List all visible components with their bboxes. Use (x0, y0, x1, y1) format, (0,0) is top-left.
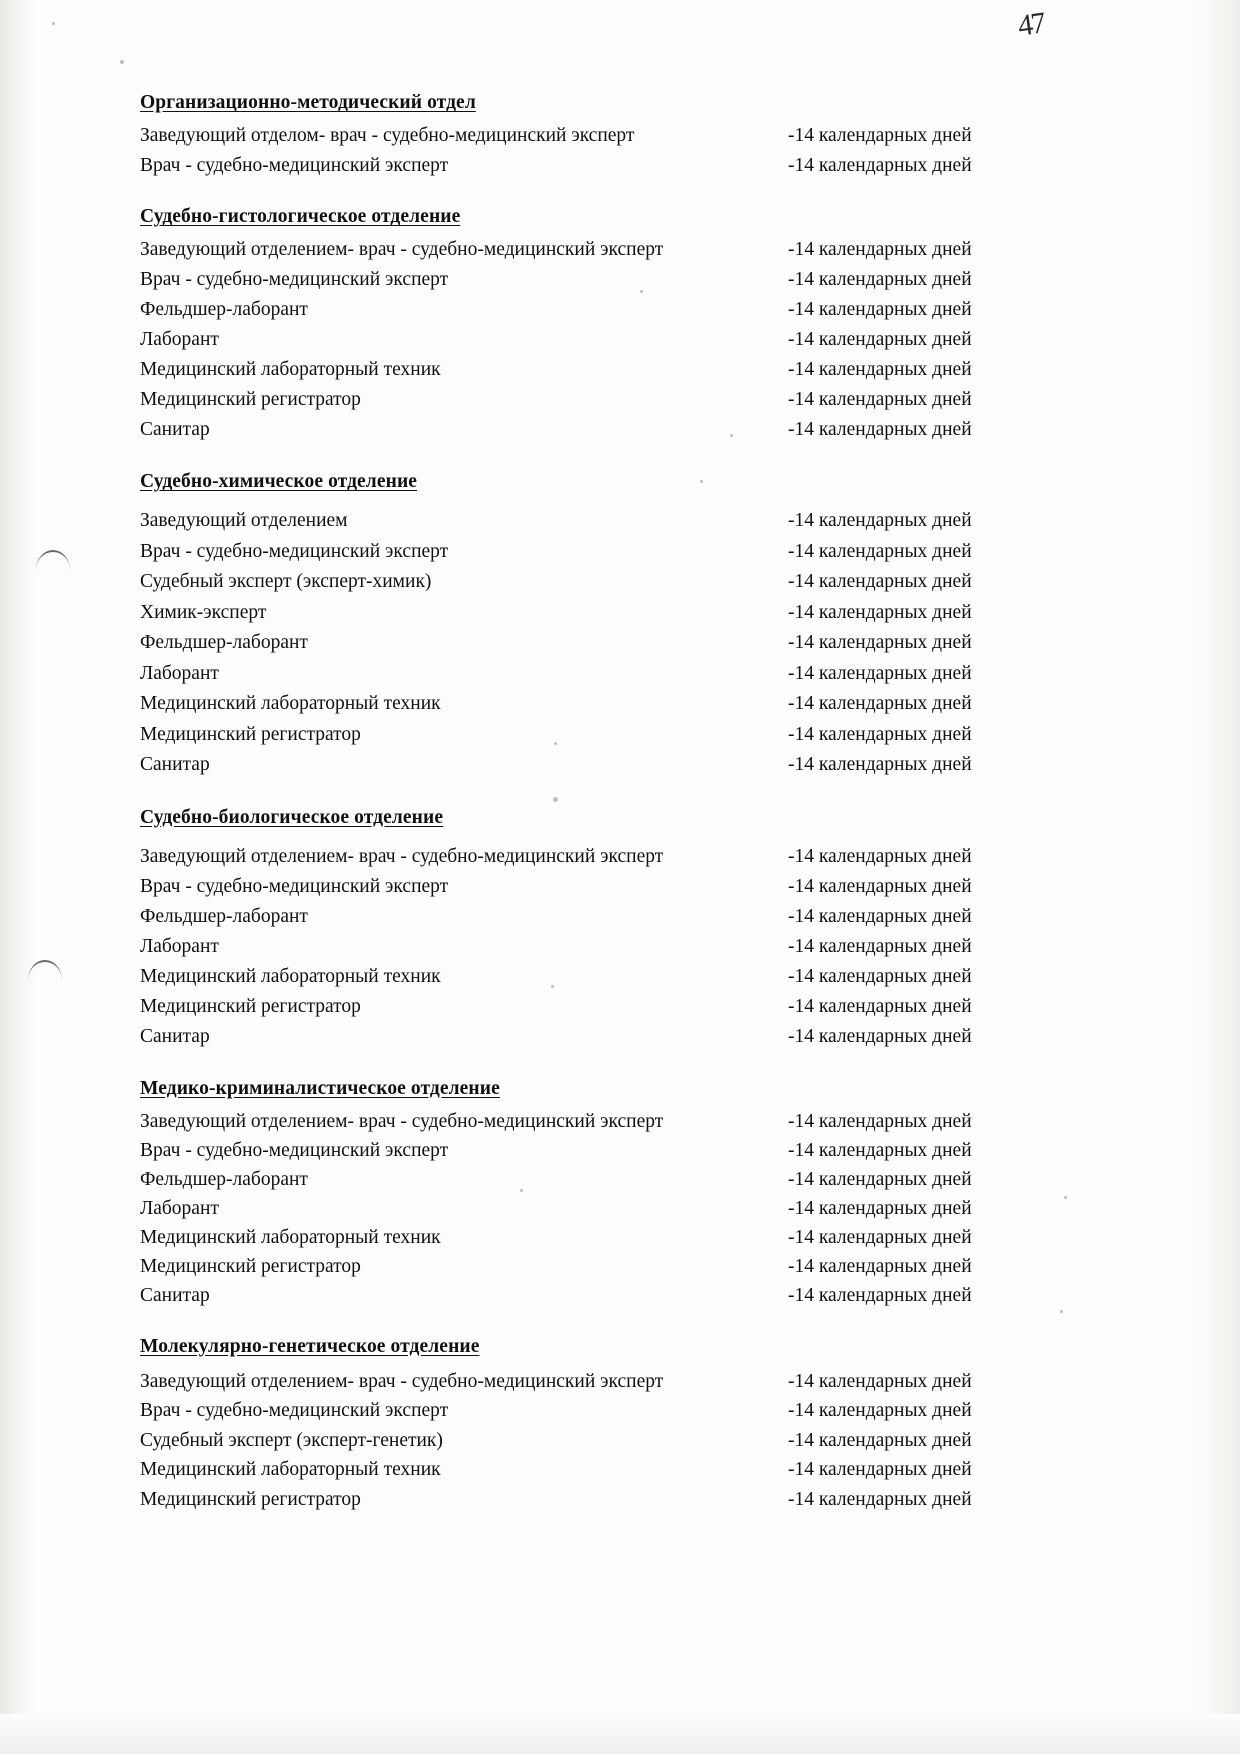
table-row (140, 992, 1020, 1022)
position-label: Медицинский регистратор (140, 1488, 361, 1510)
table-row (140, 1367, 1020, 1397)
vacation-term: -14 календарных дней (788, 965, 972, 987)
position-label: Санитар (140, 1025, 210, 1047)
position-label: Медицинский регистратор (140, 389, 361, 410)
vacation-term: -14 календарных дней (788, 1429, 972, 1451)
table-row (140, 325, 1020, 355)
vacation-term: -14 календарных дней (788, 1459, 972, 1480)
section-medical-criminalistics (140, 1078, 1020, 1310)
table-row (140, 932, 1020, 962)
vacation-term: -14 календарныx дней (788, 995, 972, 1017)
vacation-term: -14 календарных дней (788, 1025, 972, 1047)
table-row (140, 689, 1020, 720)
table-row (140, 842, 1020, 872)
table-row (140, 355, 1020, 385)
vacation-term: -14 календарных дней (788, 389, 972, 410)
vacation-term: -14 календарных дней (788, 754, 972, 775)
position-label: Фельдшер-лаборант (140, 1168, 308, 1190)
position-label: Врач - судебно-медицинский эксперт (140, 1139, 449, 1161)
table-row (140, 1281, 1020, 1310)
position-label: Санитар (140, 1284, 210, 1306)
position-label: Заведующий отделением- врач - судебно-медицинский эксперт (140, 845, 664, 867)
scan-edge-left (0, 0, 38, 1754)
table-row (140, 750, 1020, 781)
section-forensic-biology (140, 807, 1020, 1052)
vacation-term: -14 календарных дней (788, 419, 972, 440)
vacation-term: -14 календарных дней (788, 1226, 972, 1248)
section-title: Организационно-методический отдел (140, 92, 476, 113)
section-title: Судебно-биологическое отделение (140, 806, 444, 828)
vacation-term: -14 календарных дней (788, 693, 972, 714)
vacation-term: -14 календарных дней (788, 1168, 972, 1190)
position-label: Заведующий отделением- врач - судебно-медицинский эксперт (140, 1110, 664, 1132)
section-title: Судебно-гистологическое отделение (140, 206, 461, 227)
table-row (140, 1022, 1020, 1052)
position-label: Медицинский регистратор (140, 1255, 361, 1277)
vacation-term: -14 календарных дней (788, 359, 972, 380)
position-label: Фельдшер-лаборант (140, 905, 308, 927)
table-row (140, 1252, 1020, 1281)
vacation-term: -14 календарных дней (788, 154, 972, 176)
vacation-term: -14 календарных дней (788, 1255, 972, 1277)
scan-speck (1064, 1196, 1067, 1199)
vacation-term: -14 календарных дней (788, 540, 972, 562)
vacation-term: -14 календарных дней (788, 1284, 972, 1306)
vacation-term: -14 календарных дней (788, 571, 972, 592)
vacation-term: -14 календарных дней (788, 329, 972, 350)
vacation-term: -14 календарных дней (788, 510, 972, 531)
position-label: Фельдшер-лаборант (140, 299, 308, 320)
position-label: Заведующий отделением (140, 510, 348, 531)
position-label: Лаборант (140, 935, 219, 957)
vacation-term: -14 календарных дней (788, 935, 972, 957)
table-row (140, 506, 1020, 537)
position-label: Заведующий отделом- врач - судебно-медицинский эксперт (140, 125, 635, 146)
vacation-term: -14 календарных дней (788, 905, 972, 927)
vacation-term: -14 календарных дней (788, 269, 972, 290)
table-row (140, 537, 1020, 568)
table-row (140, 1396, 1020, 1426)
vacation-term: -14 календарных дней (788, 125, 972, 146)
vacation-term: -14 календарных дней (788, 632, 972, 653)
vacation-term: -14 календарных дней (788, 1488, 972, 1510)
position-label: Врач - судебно-медицинский эксперт (140, 875, 449, 897)
vacation-term: -14 календарных дней (788, 239, 972, 260)
table-row (140, 1455, 1020, 1485)
table-row (140, 659, 1020, 690)
position-label: Химик-эксперт (140, 601, 267, 623)
vacation-term: -14 календарных дней (788, 1197, 972, 1219)
table-row (140, 385, 1020, 415)
vacation-term: -14 календарных дней (788, 845, 972, 867)
position-label: Судебный эксперт (эксперт-генетик) (140, 1429, 443, 1451)
section-title: Молекулярно-генетическое отделение (140, 1335, 480, 1357)
table-row (140, 235, 1020, 265)
position-label: Лаборант (140, 329, 219, 350)
page-number: 47 (1015, 6, 1047, 43)
vacation-term: -14 календарных дней (788, 299, 972, 320)
position-label: Медицинский лабораторный техник (140, 1459, 441, 1480)
table-row (140, 1165, 1020, 1194)
position-label: Врач - судебно-медицинский эксперт (140, 540, 449, 562)
position-label: Врач - судебно-медицинский эксперт (140, 154, 449, 176)
section-forensic-histology (140, 206, 1020, 445)
margin-pencil-mark (28, 960, 62, 984)
table-row (140, 1194, 1020, 1223)
table-row (140, 295, 1020, 325)
position-label: Судебный эксперт (эксперт-химик) (140, 571, 432, 592)
table-row (140, 598, 1020, 629)
vacation-term: -14 календарных дней (788, 1400, 972, 1421)
table-row (140, 872, 1020, 902)
table-row (140, 1485, 1020, 1515)
margin-pencil-mark (36, 550, 70, 574)
section-organizational-methodical (140, 92, 1020, 180)
vacation-term: -14 календарных дней (788, 875, 972, 897)
position-label: Медицинский лабораторный техник (140, 359, 441, 380)
scan-edge-right (1194, 0, 1240, 1754)
position-label: Медицинский регистратор (140, 995, 361, 1017)
scan-edge-bottom (0, 1714, 1240, 1754)
section-title: Медико-криминалистическое отделение (140, 1077, 500, 1099)
table-row (140, 720, 1020, 751)
position-label: Санитар (140, 754, 210, 775)
position-label: Медицинский регистратор (140, 723, 361, 745)
position-label: Фельдшер-лаборант (140, 632, 308, 653)
scan-speck (52, 22, 55, 25)
table-row (140, 902, 1020, 932)
position-label: Медицинский лабораторный техник (140, 965, 441, 987)
section-forensic-chemistry (140, 471, 1020, 781)
position-label: Санитар (140, 419, 210, 440)
table-row (140, 1223, 1020, 1252)
table-row (140, 1136, 1020, 1165)
position-label: Лаборант (140, 662, 219, 684)
position-label: Заведующий отделением- врач - судебно-медицинский эксперт (140, 239, 664, 260)
table-row (140, 628, 1020, 659)
vacation-term: -14 календарных дней (788, 1139, 972, 1161)
position-label: Заведующий отделением- врач - судебно-медицинский эксперт (140, 1370, 664, 1392)
vacation-term: -14 календарных дней (788, 1370, 972, 1392)
scan-speck (120, 60, 124, 64)
section-molecular-genetics (140, 1336, 1020, 1515)
table-row (140, 962, 1020, 992)
section-title: Судебно-химическое отделение (140, 471, 418, 492)
vacation-term: -14 календарных дней (788, 662, 972, 684)
table-row (140, 151, 1020, 181)
table-row (140, 567, 1020, 598)
position-label: Лаборант (140, 1197, 219, 1219)
table-row (140, 121, 1020, 151)
vacation-term: -14 календарных дней (788, 601, 972, 623)
vacation-term: -14 календарных дней (788, 1110, 972, 1132)
position-label: Врач - судебно-медицинский эксперт (140, 1400, 449, 1421)
position-label: Врач - судебно-медицинский эксперт (140, 269, 449, 290)
position-label: Медицинский лабораторный техник (140, 693, 441, 714)
table-row (140, 415, 1020, 445)
position-label: Медицинский лабораторный техник (140, 1226, 441, 1248)
scan-speck (1060, 1310, 1063, 1313)
document-body (140, 92, 1020, 1514)
vacation-term: -14 календарных дней (788, 723, 972, 745)
table-row (140, 1107, 1020, 1136)
table-row (140, 265, 1020, 295)
table-row (140, 1426, 1020, 1456)
